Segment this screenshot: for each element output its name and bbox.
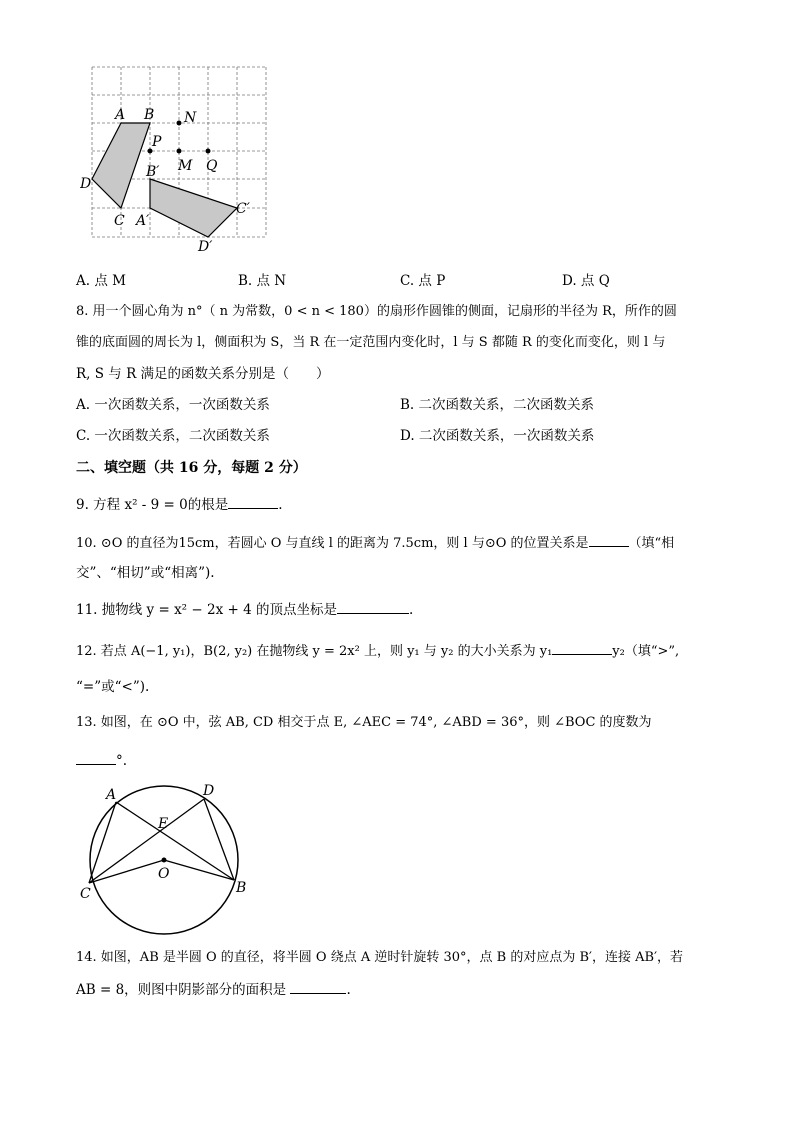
svg-text:E: E — [158, 816, 169, 832]
svg-text:Q: Q — [206, 158, 218, 174]
q8-option-a: A. 一次函数关系，一次函数关系 — [76, 397, 270, 413]
section-heading: 二、填空题（共 16 分，每题 2 分） — [76, 460, 307, 476]
q10-line2: 交”、“相切”或“相离”). — [76, 565, 215, 581]
svg-text:P: P — [152, 134, 162, 150]
svg-text:B: B — [236, 880, 247, 896]
svg-text:A: A — [106, 787, 117, 803]
q10-line1: 10. ⊙O 的直径为15cm，若圆心 O 与直线 l 的距离为 7.5cm，则 l 与⊙O 的位置关系是 （填“相 — [76, 532, 674, 554]
q12-line1: 12. 若点 A(−1, y₁)，B(2, y₂) 在抛物线 y = 2x² 上，则 y₁ 与 y₂ 的大小关系为 y₁ y₂（填“>”, — [76, 640, 679, 662]
q14-line1: 14. 如图，AB 是半圆 O 的直径，将半圆 O 绕点 A 逆时针旋转 30°，点 B 的对应点为 B′，连接 AB′，若 — [76, 950, 684, 965]
svg-text:D: D — [80, 176, 92, 192]
svg-text:D: D — [203, 783, 215, 799]
svg-text:A′: A′ — [136, 213, 150, 229]
q7-option-c: C. 点 P — [400, 273, 446, 289]
q9: 9. 方程 x² - 9 = 0的根是 . — [76, 494, 283, 515]
q7-option-d: D. 点 Q — [562, 273, 610, 289]
svg-text:M: M — [178, 158, 193, 174]
svg-text:O: O — [158, 866, 170, 882]
quadrilateral-a1b1c1d1 — [150, 179, 237, 237]
svg-text:C′: C′ — [236, 201, 250, 217]
svg-text:D′: D′ — [198, 239, 213, 255]
q8-option-b: B. 二次函数关系，二次函数关系 — [400, 397, 595, 413]
svg-text:B: B — [144, 107, 155, 123]
q8-option-d: D. 二次函数关系，一次函数关系 — [400, 428, 595, 444]
q12-line2: “=”或“<”). — [76, 679, 150, 695]
q8-line3: R, S 与 R 满足的函数关系分别是（ ） — [76, 366, 330, 382]
q7-option-a: A. 点 M — [76, 273, 126, 289]
q14-line2: AB = 8，则图中阴影部分的面积是 . — [76, 979, 351, 1000]
q8-line2: 锥的底面圆的周长为 l，侧面积为 S，当 R 在一定范围内变化时，l 与 S 都随 R 的变化而变化，则 l 与 — [76, 335, 666, 350]
svg-text:B′: B′ — [146, 164, 160, 180]
svg-text:N: N — [184, 110, 197, 126]
q7-grid-figure — [80, 62, 280, 266]
svg-text:C: C — [80, 886, 91, 902]
q7-option-b: B. 点 N — [238, 273, 287, 289]
q13-line2: °. — [76, 750, 127, 771]
q8-option-c: C. 一次函数关系，二次函数关系 — [76, 428, 270, 444]
svg-text:A: A — [115, 107, 126, 123]
svg-text:C: C — [114, 213, 125, 229]
q11: 11. 抛物线 y = x² − 2x + 4 的顶点坐标是 . — [76, 599, 413, 620]
q13-line1: 13. 如图，在 ⊙O 中，弦 AB, CD 相交于点 E, ∠AEC = 74°, ∠ABD = 36°，则 ∠BOC 的度数为 — [76, 715, 652, 730]
q8-line1: 8. 用一个圆心角为 n°（ n 为常数，0 < n < 180）的扇形作圆锥的侧面，记扇形的半径为 R，所作的圆 — [76, 304, 677, 319]
q13-circle-figure — [76, 780, 266, 944]
quadrilateral-abcd — [92, 123, 150, 208]
